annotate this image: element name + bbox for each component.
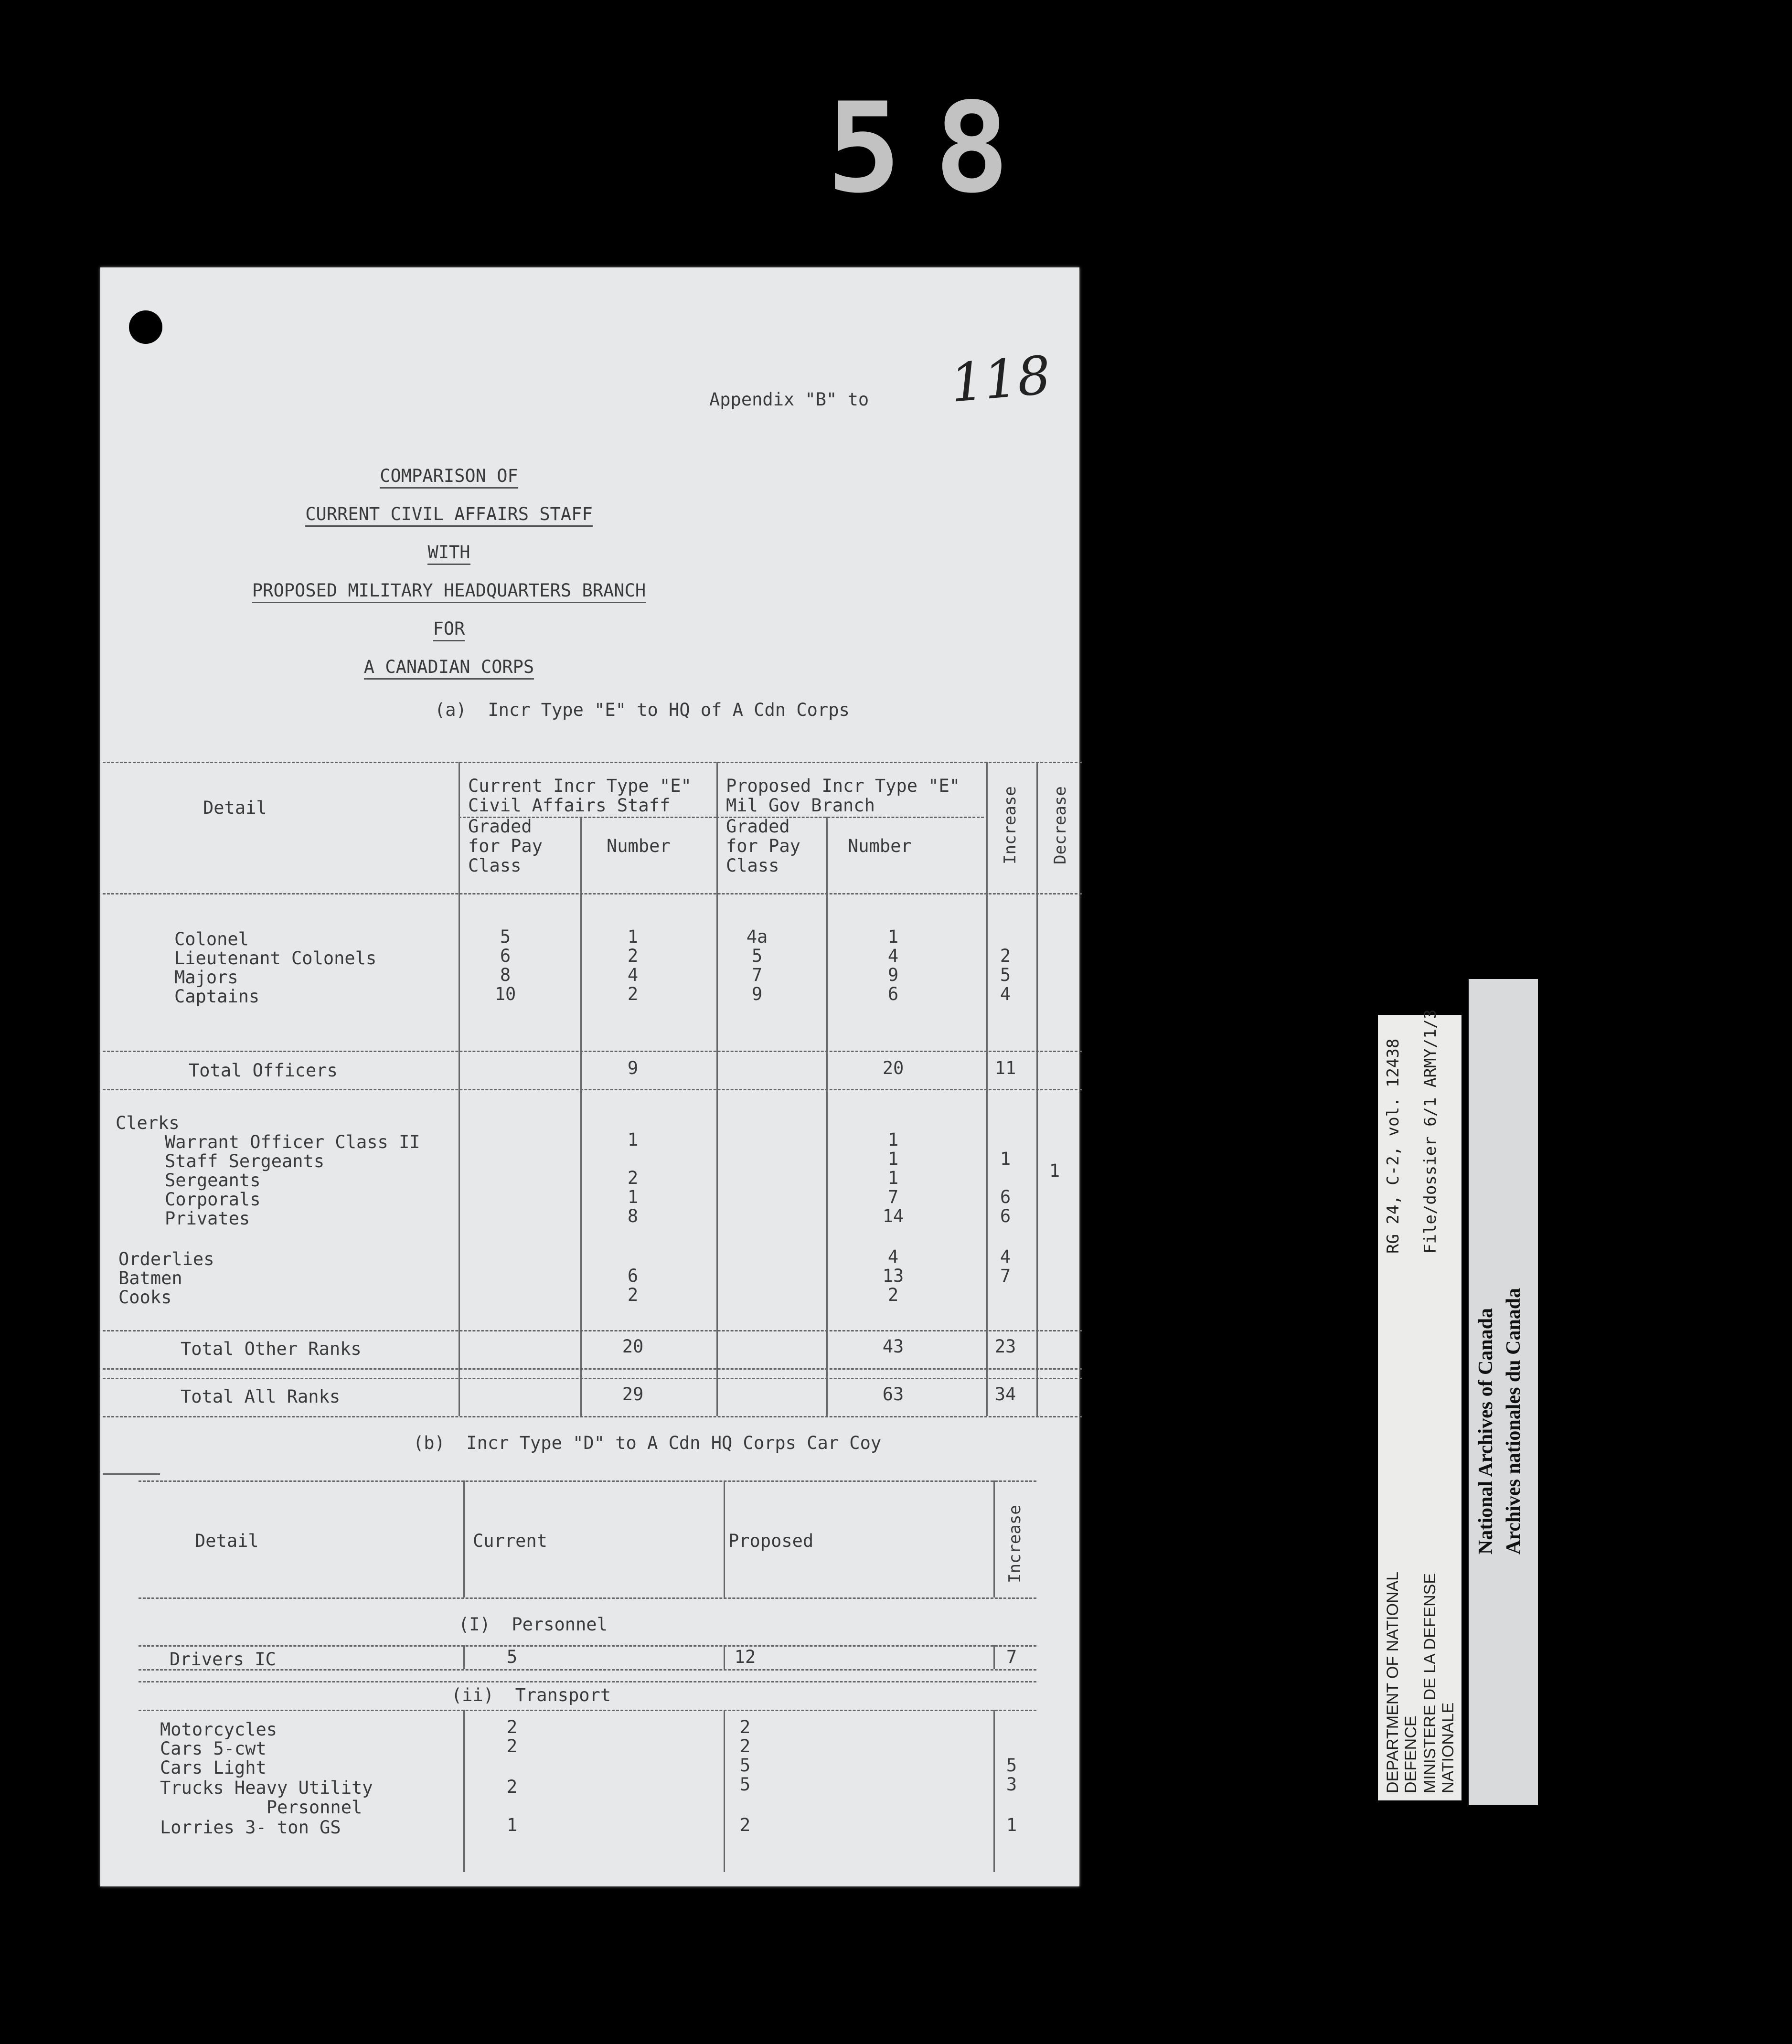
increase: 4	[1000, 1246, 1011, 1267]
increase: 3	[1006, 1774, 1017, 1795]
prop-number: 5	[739, 1755, 751, 1776]
row-detail: Cars 5-cwt	[160, 1738, 267, 1759]
row-detail: Sergeants	[165, 1170, 261, 1191]
col-detail-header: Detail	[203, 798, 267, 818]
cur-grade: 6	[500, 946, 511, 966]
increase: 5	[1000, 965, 1011, 985]
title-line-2: CURRENT CIVIL AFFAIRS STAFF	[305, 504, 592, 527]
prop-number: 20	[882, 1058, 904, 1078]
archive-reference-label	[1378, 1009, 1461, 1800]
prop-number: 1	[887, 1149, 899, 1169]
increase: 1	[1006, 1815, 1017, 1835]
col-increase-header: Increase	[1001, 786, 1020, 864]
document-page	[100, 267, 1079, 1886]
cur-number: 2	[627, 1285, 639, 1305]
prop-number: 9	[887, 965, 899, 985]
col-current-group-header: Current Incr Type "E" Civil Affairs Staff	[468, 776, 692, 816]
col-current-graded-header: Graded for Pay Class	[468, 816, 543, 876]
prop-number: 43	[882, 1336, 904, 1357]
increase: 4	[1000, 984, 1011, 1004]
section-b-heading: (b) Incr Type "D" to A Cdn HQ Corps Car Coy	[413, 1433, 882, 1453]
increase: 23	[994, 1336, 1016, 1357]
increase: 11	[994, 1058, 1016, 1078]
cur-number: 1	[506, 1815, 518, 1835]
archive-stamp-fr: Archives nationales du Canada	[1503, 1288, 1525, 1554]
increase: 34	[994, 1384, 1016, 1405]
col-current-header-b: Current	[473, 1531, 547, 1551]
row-detail: Majors	[174, 967, 238, 988]
prop-number: 63	[882, 1384, 904, 1405]
prop-number: 5	[739, 1774, 751, 1795]
cur-number: 20	[622, 1336, 644, 1357]
cur-number: 9	[627, 1058, 639, 1078]
title-line-1: COMPARISON OF	[380, 466, 518, 489]
increase: 7	[1000, 1266, 1011, 1286]
file-ref: File/dossier 6/1 ARMY/1/3	[1421, 1009, 1440, 1254]
col-detail-header-b: Detail	[195, 1531, 259, 1551]
cur-number: 2	[506, 1777, 518, 1797]
cur-number: 2	[506, 1717, 518, 1737]
prop-number: 14	[882, 1206, 904, 1226]
prop-number: 12	[734, 1647, 756, 1667]
cur-number: 29	[622, 1384, 644, 1405]
prop-grade: 5	[751, 946, 763, 966]
cur-number: 5	[506, 1647, 518, 1667]
row-detail: Lorries 3- ton GS	[160, 1817, 341, 1838]
prop-number: 4	[887, 1246, 899, 1267]
prop-number: 4	[887, 946, 899, 966]
cur-number: 1	[627, 926, 639, 947]
section-a-heading: (a) Incr Type "E" to HQ of A Cdn Corps	[435, 700, 850, 720]
cur-number: 1	[627, 1187, 639, 1207]
punch-hole	[129, 310, 162, 344]
row-detail: Orderlies	[118, 1249, 214, 1269]
prop-number: 13	[882, 1266, 904, 1286]
cur-number: 2	[627, 1168, 639, 1188]
prop-number: 1	[887, 1129, 899, 1150]
prop-number: 2	[887, 1285, 899, 1305]
col-proposed-header-b: Proposed	[728, 1531, 814, 1551]
row-detail: Motorcycles	[160, 1719, 277, 1740]
increase: 2	[1000, 946, 1011, 966]
archive-stamp	[1469, 979, 1538, 1805]
appendix-label: Appendix "B" to	[709, 389, 869, 410]
cur-number: 6	[627, 1266, 639, 1286]
prop-number: 2	[739, 1736, 751, 1757]
frame-number: 58	[826, 76, 1043, 221]
col-proposed-graded-header: Graded for Pay Class	[726, 816, 800, 876]
row-detail: Total Officers	[189, 1060, 338, 1081]
prop-grade: 9	[751, 984, 763, 1004]
handwritten-reference: 118	[948, 344, 1054, 414]
clerks-heading: Clerks	[116, 1113, 180, 1133]
row-detail: Lieutenant Colonels	[174, 948, 377, 969]
prop-grade: 4a	[746, 926, 768, 947]
personnel-heading: (I) Personnel	[459, 1614, 608, 1635]
cur-number: 8	[627, 1206, 639, 1226]
cur-grade: 10	[494, 984, 516, 1004]
title-line-5: FOR	[433, 618, 465, 641]
cur-number: 2	[506, 1736, 518, 1757]
increase: 6	[1000, 1206, 1011, 1226]
row-detail: Privates	[165, 1208, 250, 1229]
cur-number: 4	[627, 965, 639, 985]
row-detail: Cars Light	[160, 1757, 267, 1778]
increase: 7	[1006, 1647, 1017, 1667]
col-proposed-group-header: Proposed Incr Type "E" Mil Gov Branch	[726, 776, 960, 816]
department-en: DEPARTMENT OF NATIONAL DEFENCE	[1384, 1571, 1420, 1793]
record-group-ref: RG 24, C-2, vol. 12438	[1384, 1038, 1403, 1254]
archive-stamp-en: National Archives of Canada	[1475, 1308, 1497, 1554]
prop-number: 1	[887, 1168, 899, 1188]
row-detail: Colonel	[174, 929, 249, 949]
increase: 6	[1000, 1187, 1011, 1207]
prop-number: 6	[887, 984, 899, 1004]
title-line-4: PROPOSED MILITARY HEADQUARTERS BRANCH	[252, 580, 646, 603]
title-line-3: WITH	[427, 542, 470, 565]
row-detail: Cooks	[118, 1287, 172, 1308]
col-current-number-header: Number	[607, 836, 671, 856]
prop-number: 1	[887, 926, 899, 947]
prop-number: 2	[739, 1815, 751, 1835]
cur-number: 1	[627, 1129, 639, 1150]
prop-number: 7	[887, 1187, 899, 1207]
cur-grade: 8	[500, 965, 511, 985]
cur-number: 2	[627, 984, 639, 1004]
row-detail: Total Other Ranks	[181, 1339, 362, 1359]
col-proposed-number-header: Number	[848, 836, 912, 856]
title-line-6: A CANADIAN CORPS	[364, 657, 534, 680]
row-detail: Drivers IC	[170, 1649, 276, 1670]
department-fr: MINISTERE DE LA DEFENSE NATIONALE	[1421, 1573, 1457, 1793]
col-increase-header-b: Increase	[1005, 1505, 1024, 1583]
cur-grade: 5	[500, 926, 511, 947]
cur-number: 2	[627, 946, 639, 966]
prop-number: 2	[739, 1717, 751, 1737]
decrease: 1	[1049, 1160, 1060, 1181]
row-detail: Corporals	[165, 1189, 261, 1210]
row-detail: Trucks Heavy Utility Personnel	[160, 1778, 373, 1818]
increase: 5	[1006, 1755, 1017, 1776]
col-decrease-header: Decrease	[1051, 786, 1070, 864]
row-detail: Captains	[174, 986, 260, 1007]
row-detail: Total All Ranks	[181, 1386, 341, 1407]
row-detail: Staff Sergeants	[165, 1151, 325, 1171]
increase: 1	[1000, 1149, 1011, 1169]
transport-heading: (ii) Transport	[451, 1685, 611, 1705]
row-detail: Batmen	[118, 1268, 182, 1288]
prop-grade: 7	[751, 965, 763, 985]
row-detail: Warrant Officer Class II	[165, 1132, 420, 1152]
